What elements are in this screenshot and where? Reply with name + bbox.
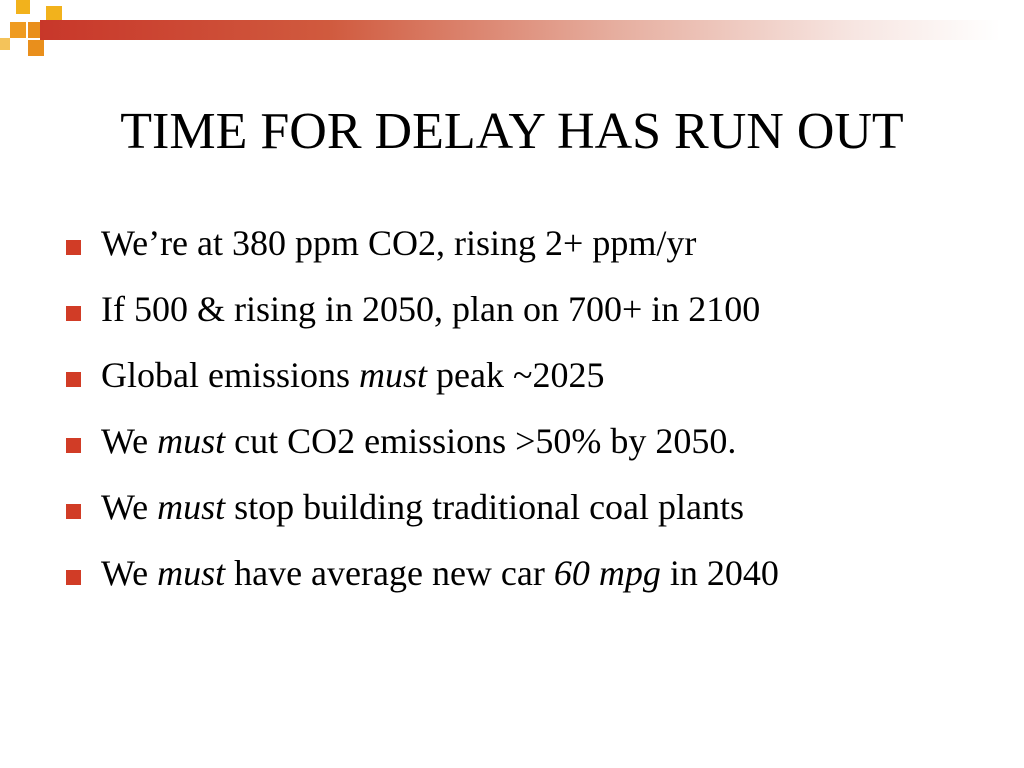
bullet-item	[64, 286, 1004, 332]
logo-square	[0, 38, 10, 50]
emphasis-text: must	[157, 553, 226, 593]
bullet-item	[64, 352, 1004, 398]
emphasis-text: must	[359, 355, 428, 395]
bullet-text	[101, 553, 779, 593]
bullet-text	[101, 355, 604, 395]
bullet-item	[64, 484, 1004, 530]
logo-square	[16, 0, 30, 14]
text-segment: stop building traditional coal plants	[225, 487, 745, 527]
text-segment: have average new car	[225, 553, 554, 593]
bullet-text	[101, 223, 696, 263]
emphasis-text: must	[157, 421, 226, 461]
bullet-text	[101, 487, 744, 527]
text-segment: Global emissions	[101, 355, 359, 395]
bullet-list	[64, 220, 1004, 616]
text-segment: We	[101, 553, 158, 593]
square-bullet-icon	[66, 438, 81, 453]
logo-square	[10, 22, 26, 38]
bullet-text	[101, 289, 760, 329]
slide-title: TIME FOR DELAY HAS RUN OUT	[120, 103, 904, 160]
text-segment: in 2040	[660, 553, 779, 593]
text-segment: If 500 & rising in 2050, plan on 700+ in 2100	[101, 289, 761, 329]
bullet-item	[64, 550, 1004, 596]
square-bullet-icon	[66, 570, 81, 585]
square-bullet-icon	[66, 240, 81, 255]
text-segment: cut CO2 emissions >50% by 2050.	[225, 421, 737, 461]
emphasis-text: must	[157, 487, 226, 527]
text-segment: peak ~2025	[427, 355, 605, 395]
bullet-item	[64, 418, 1004, 464]
square-bullet-icon	[66, 306, 81, 321]
square-bullet-icon	[66, 372, 81, 387]
bullet-item	[64, 220, 1004, 266]
bullet-text	[101, 421, 736, 461]
logo-square	[28, 40, 44, 56]
square-bullet-icon	[66, 504, 81, 519]
emphasis-text: 60 mpg	[553, 553, 661, 593]
text-segment: We	[101, 421, 158, 461]
text-segment: We’re at 380 ppm CO2, rising 2+ ppm/yr	[101, 223, 697, 263]
text-segment: We	[101, 487, 158, 527]
header-gradient-bar	[40, 20, 1000, 40]
